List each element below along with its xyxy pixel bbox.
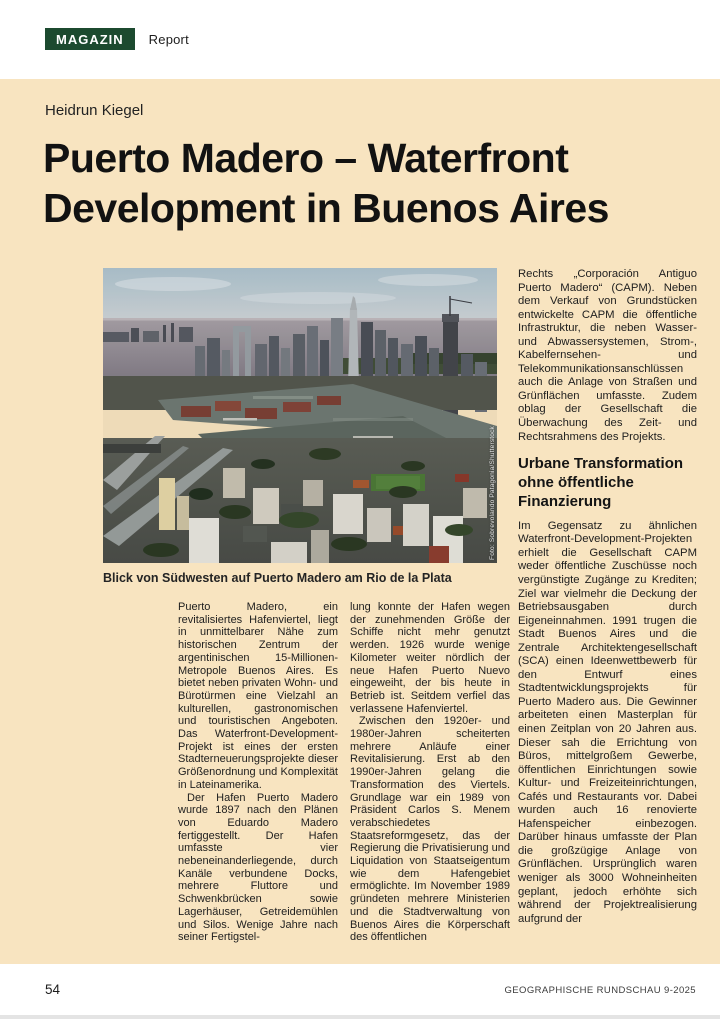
category-label: Report [148, 31, 189, 47]
photo-credit: Foto: Sobrevolando Patagonia/Shutterstock [489, 426, 496, 560]
aerial-cityscape-illustration [103, 268, 497, 563]
page-edge-strip [0, 1015, 720, 1019]
journal-name: GEOGRAPHISCHE RUNDSCHAU 9-2025 [504, 985, 696, 996]
paragraph: Der Hafen Puerto Madero wurde 1897 nach den Plänen von Eduardo Madero fertiggestellt. Der Hafen umfasste vier nebeneinanderliegende, durch Kanäle verbundene Docks, mehrere Fluttore und Schwenkbrücken sowie Lagerhäuser, Getreidemühlen und Silos. Wenige Jahre nach seiner Fertigstel- [178, 791, 338, 944]
article-title: Puerto Madero – Waterfront Development in Buenos Aires [43, 135, 609, 232]
paragraph: Rechts „Corporación Antiguo Puerto Madero“ (CAPM). Neben dem Verkauf von Grundstücken entwickelte CAPM die öffentliche Infrastruktur, die neben Wasser- und Abwassersystemen, Strom-, Kabelfernsehen- und Telekommunikationsanschlüssen auch die Anlage von Straßen und Grünflächen umfasste. Zudem oblag der Gesellschaft die Überwachung des Zeit- und Rechtsrahmens des Projekts. [518, 268, 697, 443]
magazin-badge: MAGAZIN [45, 28, 135, 50]
photo-caption: Blick von Südwesten auf Puerto Madero am Rio de la Plata [103, 571, 452, 585]
paragraph: Puerto Madero, ein revitalisiertes Hafenviertel, liegt in unmittelbarer Nähe zum historischen Zentrum der argentinischen 15-Millionen-Metropole Buenos Aires. Es bietet neben privaten Wohn- und Bürotürmen eine Vielzahl an kulturellen, gastronomischen und touristischen Angeboten. Das Waterfront-Development-Projekt ist eines der ersten Stadterneuerungsprojekte dieser Größenordnung und Komplexität in Lateinamerika. [178, 601, 338, 791]
paragraph: Zwischen den 1920er- und 1980er-Jahren scheiterten mehrere Anläufe einer Revitalisierung. Erst ab den 1990er-Jahren gelang die Transformation des Viertels. Grundlage war ein 1989 von Präsident Carlos S. Menem verabschiedetes Staatsreformgesetz, das der Regierung die Privatisierung und Liquidation von Staatseigentum wie dem Hafengebiet ermöglichte. Im November 1989 gründeten mehrere Ministerien und die Stadtverwaltung von Buenos Aires die Körperschaft des öffentlichen [350, 715, 510, 944]
page-header [45, 28, 189, 50]
paragraph: Im Gegensatz zu ähnlichen Waterfront-Development-Projekten erhielt die Gesellschaft CAPM weder öffentliche Zuschüsse noch vergünstigte Zugänge zu Krediten; Ziel war vielmehr die Deckung der Betriebsausgaben durch Eigeneinnahmen. 1991 trugen die Stadt Buenos Aires und die Zentrale Architektengesellschaft (SCA) einen Ideenwettbewerb für den Entwurf eines Stadtentwicklungsprojekts für Puerto Madero aus. Die Gewinner arbeiteten einen Masterplan für einen Zeitplan von 20 Jahren aus. Dieser sah die Errichtung von Büros, mittelgroßem Gewerbe, öffentlichen Einrichtungen sowie Kultur- und Freizeiteinrichtungen, Cafés und Restaurants vor. Dabei wurden auch 16 renovierte Hafenspeicher einbezogen. Darüber hinaus umfasste der Plan die großzügige Anlage von Grünflächen. Ursprünglich waren weniger als 3000 Wohneinheiten geplant, jedoch erhöhte sich während der Projektrealisierung aufgrund der [518, 519, 697, 925]
section-heading: Urbane Transformation ohne öffentliche Finanzierung [518, 455, 684, 510]
body-column-2 [350, 601, 510, 944]
body-column-3 [518, 268, 697, 960]
article-photo [103, 268, 497, 563]
page-footer [0, 964, 720, 1019]
paragraph: lung konnte der Hafen wegen der zunehmenden Größe der Schiffe nicht mehr genutzt werden. 1926 wurde wenige Kilometer weiter nördlich der neue Hafen Puerto Nuevo eingeweiht, der bis heute in Betrieb ist. Seitdem verfiel das verlassene Hafenviertel. [350, 601, 510, 715]
body-column-1 [178, 601, 338, 944]
author-name: Heidrun Kiegel [45, 102, 144, 119]
page-number: 54 [45, 982, 61, 997]
